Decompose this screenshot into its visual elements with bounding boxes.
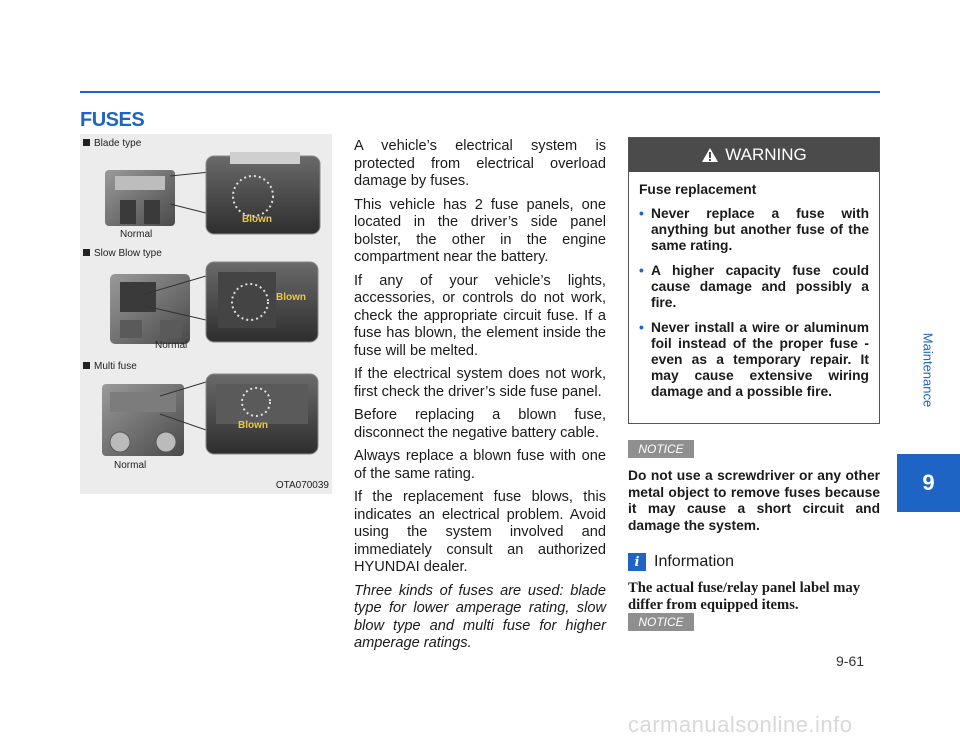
paragraph: Before replacing a blown fuse, disconnect the negative battery cable. <box>354 407 606 441</box>
notice-badge: NOTICE <box>628 440 694 458</box>
caption-multi-fuse: Multi fuse <box>83 361 137 372</box>
warning-header-label: WARNING <box>725 145 807 164</box>
warning-item: • Never install a wire or aluminum foil instead of the proper fuse - even as a temporary repair. It may cause extensive wiring damage and a possible fire. <box>639 320 869 399</box>
paragraph: If the replacement fuse blows, this indicates an electrical problem. Avoid using the system involved and immediately consult an authorized HYUNDAI dealer. <box>354 489 606 575</box>
top-rule <box>80 91 880 93</box>
page-number: 9-61 <box>836 653 865 669</box>
information-heading <box>628 553 734 571</box>
notice-badge-information: NOTICE <box>628 613 694 631</box>
watermark: carmanualsonline.info <box>628 712 853 737</box>
fuse-illustration <box>80 134 332 494</box>
blade-fuse-normal <box>105 170 175 226</box>
caption-blade-type: Blade type <box>83 138 141 149</box>
warning-item: • Never replace a fuse with anything but another fuse of the same rating. <box>639 206 869 253</box>
info-icon: i <box>628 553 646 571</box>
warning-title: Fuse replacement <box>639 182 757 197</box>
fuse-types-figure <box>80 134 332 494</box>
paragraph: This vehicle has 2 fuse panels, one located in the driver’s side panel bolster, the other in the engine compartment near the battery. <box>354 196 606 265</box>
bullet-icon: • <box>639 320 644 335</box>
paragraph: Always replace a blown fuse with one of the same rating. <box>354 448 606 482</box>
multi-fuse-blown-zoom <box>206 374 318 454</box>
label-normal-blade: Normal <box>120 229 153 240</box>
notice-text: Do not use a screwdriver or any other metal object to remove fuses because it may cause a short circuit and damage the system. <box>628 468 880 533</box>
information-text: The actual fuse/relay panel label may differ from equipped items. <box>628 580 861 613</box>
section-title: FUSES <box>80 109 145 131</box>
multi-fuse-normal <box>102 384 184 456</box>
side-tab-chapter-number: 9 <box>897 454 960 512</box>
label-blown-slow-blow: Blown <box>276 292 306 303</box>
warning-item: • A higher capacity fuse could cause damage and possibly a fire. <box>639 263 869 310</box>
warning-triangle-icon <box>701 147 719 163</box>
label-blown-multi: Blown <box>238 420 268 431</box>
warning-box <box>628 137 880 424</box>
label-blown-blade: Blown <box>242 214 272 225</box>
paragraph: If any of your vehicle’s lights, accessories, or controls do not work, check the appropriate circuit fuse. If a fuse has blown, the element inside the fuse will be melted. <box>354 272 606 359</box>
warning-header <box>629 138 879 172</box>
paragraph: If the electrical system does not work, first check the driver’s side fuse panel. <box>354 366 606 400</box>
caption-slow-blow-type: Slow Blow type <box>83 248 162 259</box>
label-normal-slow-blow: Normal <box>155 340 188 351</box>
bullet-icon: • <box>639 206 644 221</box>
label-normal-multi: Normal <box>114 460 147 471</box>
bullet-icon: • <box>639 263 644 278</box>
fuse-types-note: Three kinds of fuses are used: blade type for lower amperage rating, slow blow type and multi fuse for higher amperage ratings. <box>354 582 606 651</box>
paragraph: A vehicle’s electrical system is protected from electrical overload damage by fuses. <box>354 138 606 189</box>
side-tab-label: Maintenance <box>920 332 936 408</box>
information-title: Information <box>654 553 735 570</box>
figure-code: OTA070039 <box>275 480 329 491</box>
body-text <box>354 138 606 659</box>
